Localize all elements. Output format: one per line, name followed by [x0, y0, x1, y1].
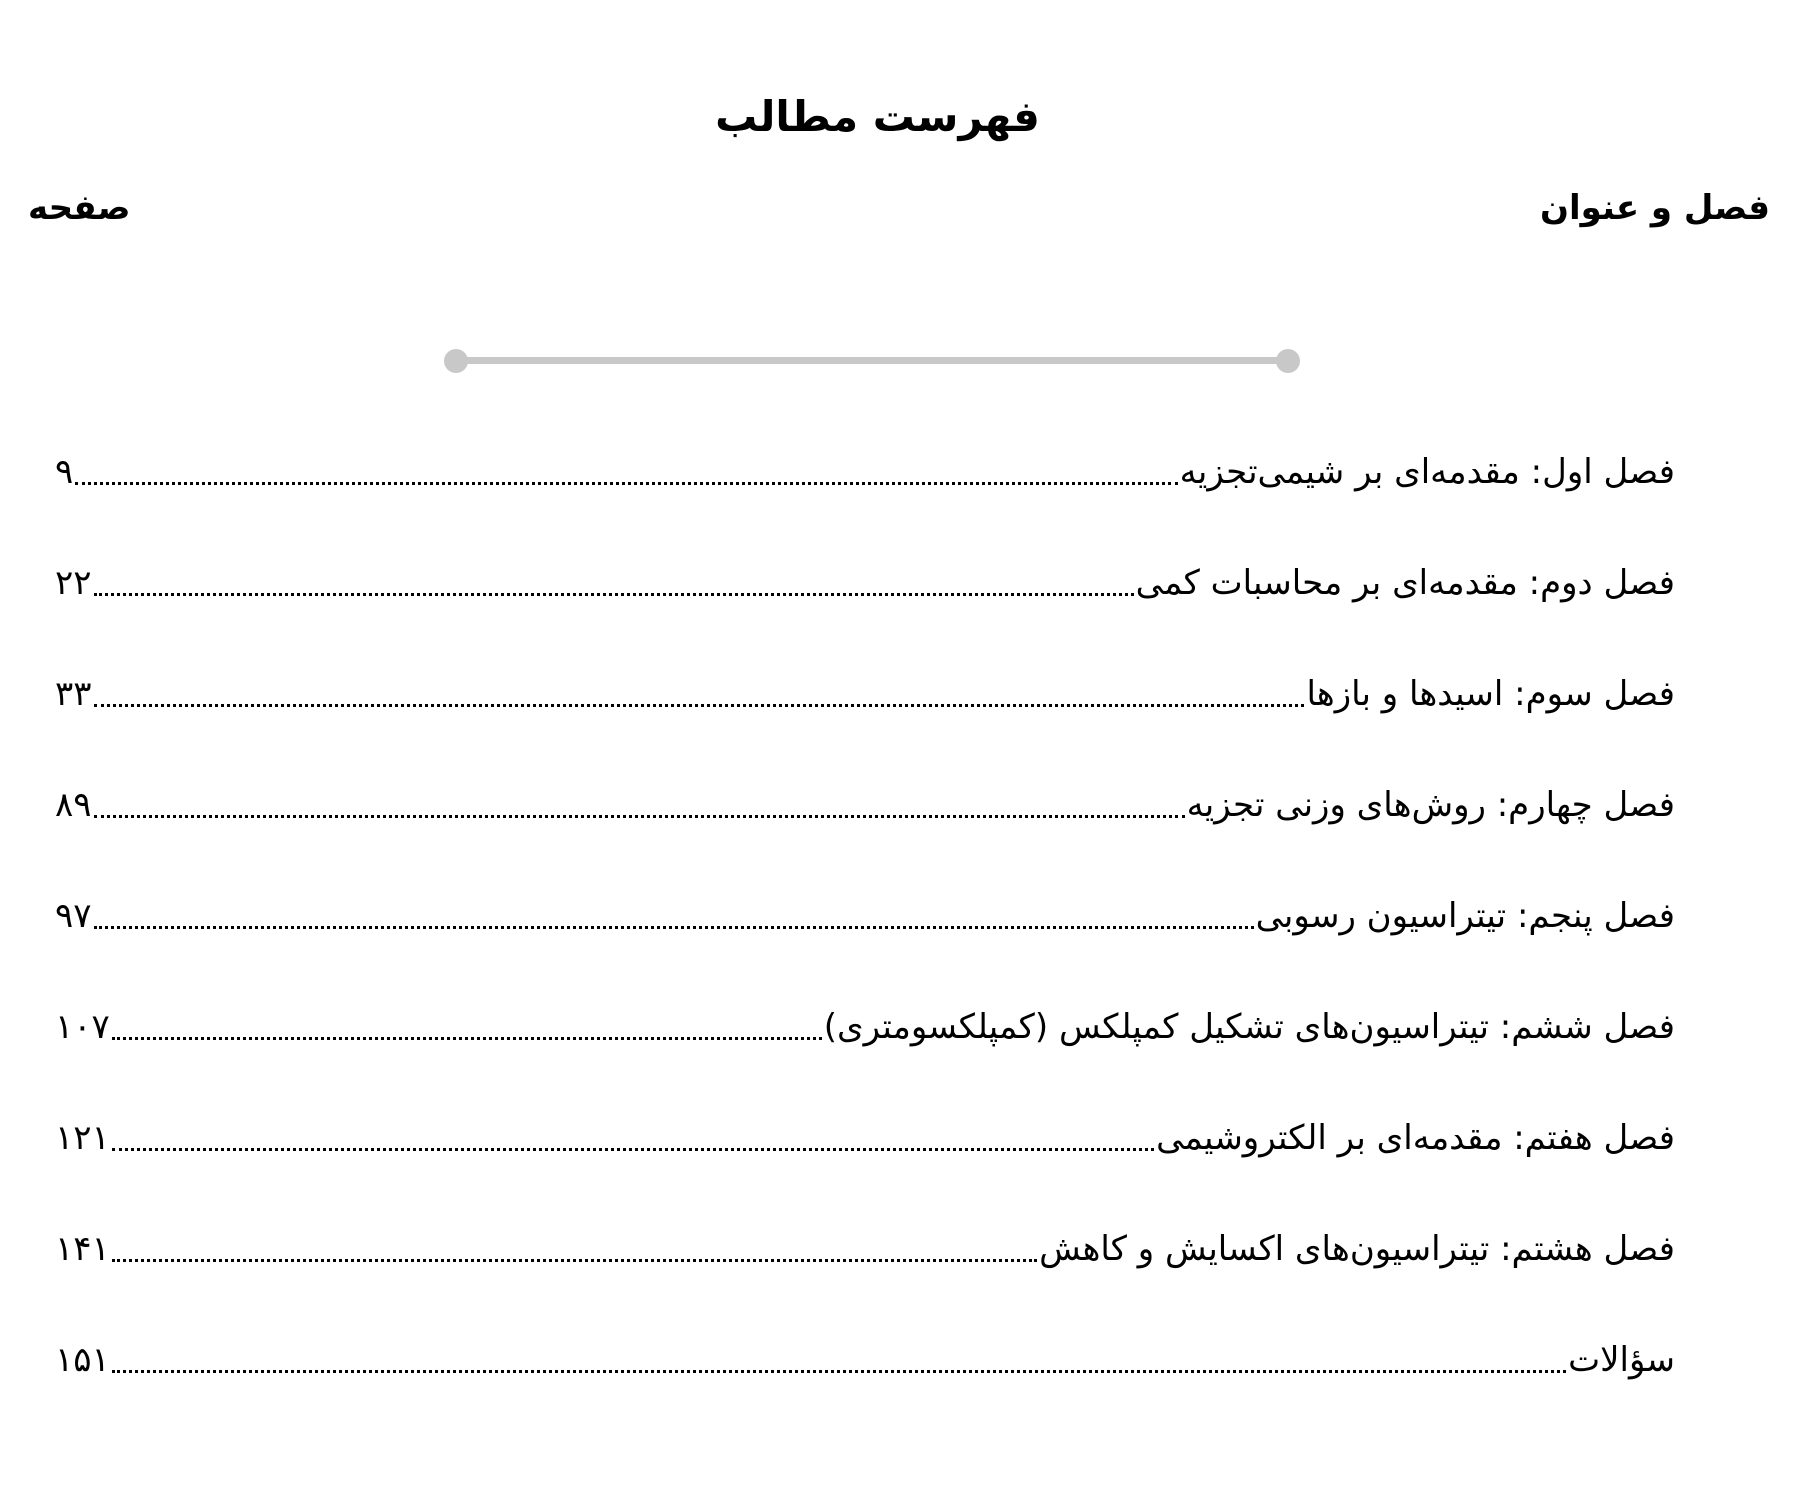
toc-entry[interactable] — [55, 563, 1675, 674]
toc-entry-page: ۲۲ — [55, 563, 92, 603]
dot-leader — [94, 704, 1305, 707]
toc-entry[interactable] — [55, 785, 1675, 896]
toc-entry-title: فصل دوم: مقدمه‌ای بر محاسبات کمی — [1135, 563, 1675, 603]
toc-entry-page: ۱۰۷ — [55, 1007, 110, 1047]
toc-entry-page: ۱۲۱ — [55, 1118, 110, 1158]
page-column-header: صفحه — [28, 188, 131, 228]
dot-leader — [112, 1037, 822, 1040]
toc-entry[interactable] — [55, 1118, 1675, 1229]
toc-entry-title: فصل سوم: اسیدها و بازها — [1306, 674, 1675, 714]
dot-leader — [75, 482, 1177, 485]
toc-entry-title: فصل ششم: تیتراسیون‌های تشکیل کمپلکس (کمپلکسومتری) — [823, 1007, 1675, 1047]
toc-entry-page: ۳۳ — [55, 674, 92, 714]
toc-entry-page: ۹ — [55, 452, 74, 492]
toc-entry-page: ۱۵۱ — [55, 1340, 110, 1380]
toc-entry-title: فصل اول: مقدمه‌ای بر شیمی‌تجزیه — [1179, 452, 1675, 492]
divider-line — [454, 357, 1290, 364]
dot-leader — [112, 1370, 1566, 1373]
toc-entry-title: فصل چهارم: روش‌های وزنی تجزیه — [1186, 785, 1675, 825]
toc-entry-page: ۸۹ — [55, 785, 92, 825]
dot-leader — [94, 815, 1185, 818]
toc-entry-title: سؤالات — [1568, 1340, 1675, 1380]
toc-entry-page: ۱۴۱ — [55, 1229, 110, 1269]
toc-entry-title: فصل پنجم: تیتراسیون رسوبی — [1255, 896, 1675, 936]
dot-leader — [112, 1148, 1154, 1151]
dot-leader — [94, 926, 1254, 929]
chapter-title-column-header: فصل و عنوان — [1539, 188, 1770, 228]
toc-entry[interactable] — [55, 1229, 1675, 1340]
dot-leader — [112, 1259, 1037, 1262]
toc-entry[interactable] — [55, 1340, 1675, 1451]
toc-entry[interactable] — [55, 674, 1675, 785]
toc-entry-page: ۹۷ — [55, 896, 92, 936]
divider-end-dot — [1276, 349, 1300, 373]
toc-entry-title: فصل هفتم: مقدمه‌ای بر الکتروشیمی — [1156, 1118, 1675, 1158]
divider-end-dot — [444, 349, 468, 373]
table-of-contents — [55, 452, 1675, 1451]
toc-entry[interactable] — [55, 896, 1675, 1007]
toc-entry-title: فصل هشتم: تیتراسیون‌های اکسایش و کاهش — [1039, 1229, 1675, 1269]
toc-entry[interactable] — [55, 1007, 1675, 1118]
page-title: فهرست مطالب — [715, 92, 1040, 141]
dot-leader — [94, 593, 1134, 596]
toc-entry[interactable] — [55, 452, 1675, 563]
decorative-divider — [444, 349, 1300, 373]
